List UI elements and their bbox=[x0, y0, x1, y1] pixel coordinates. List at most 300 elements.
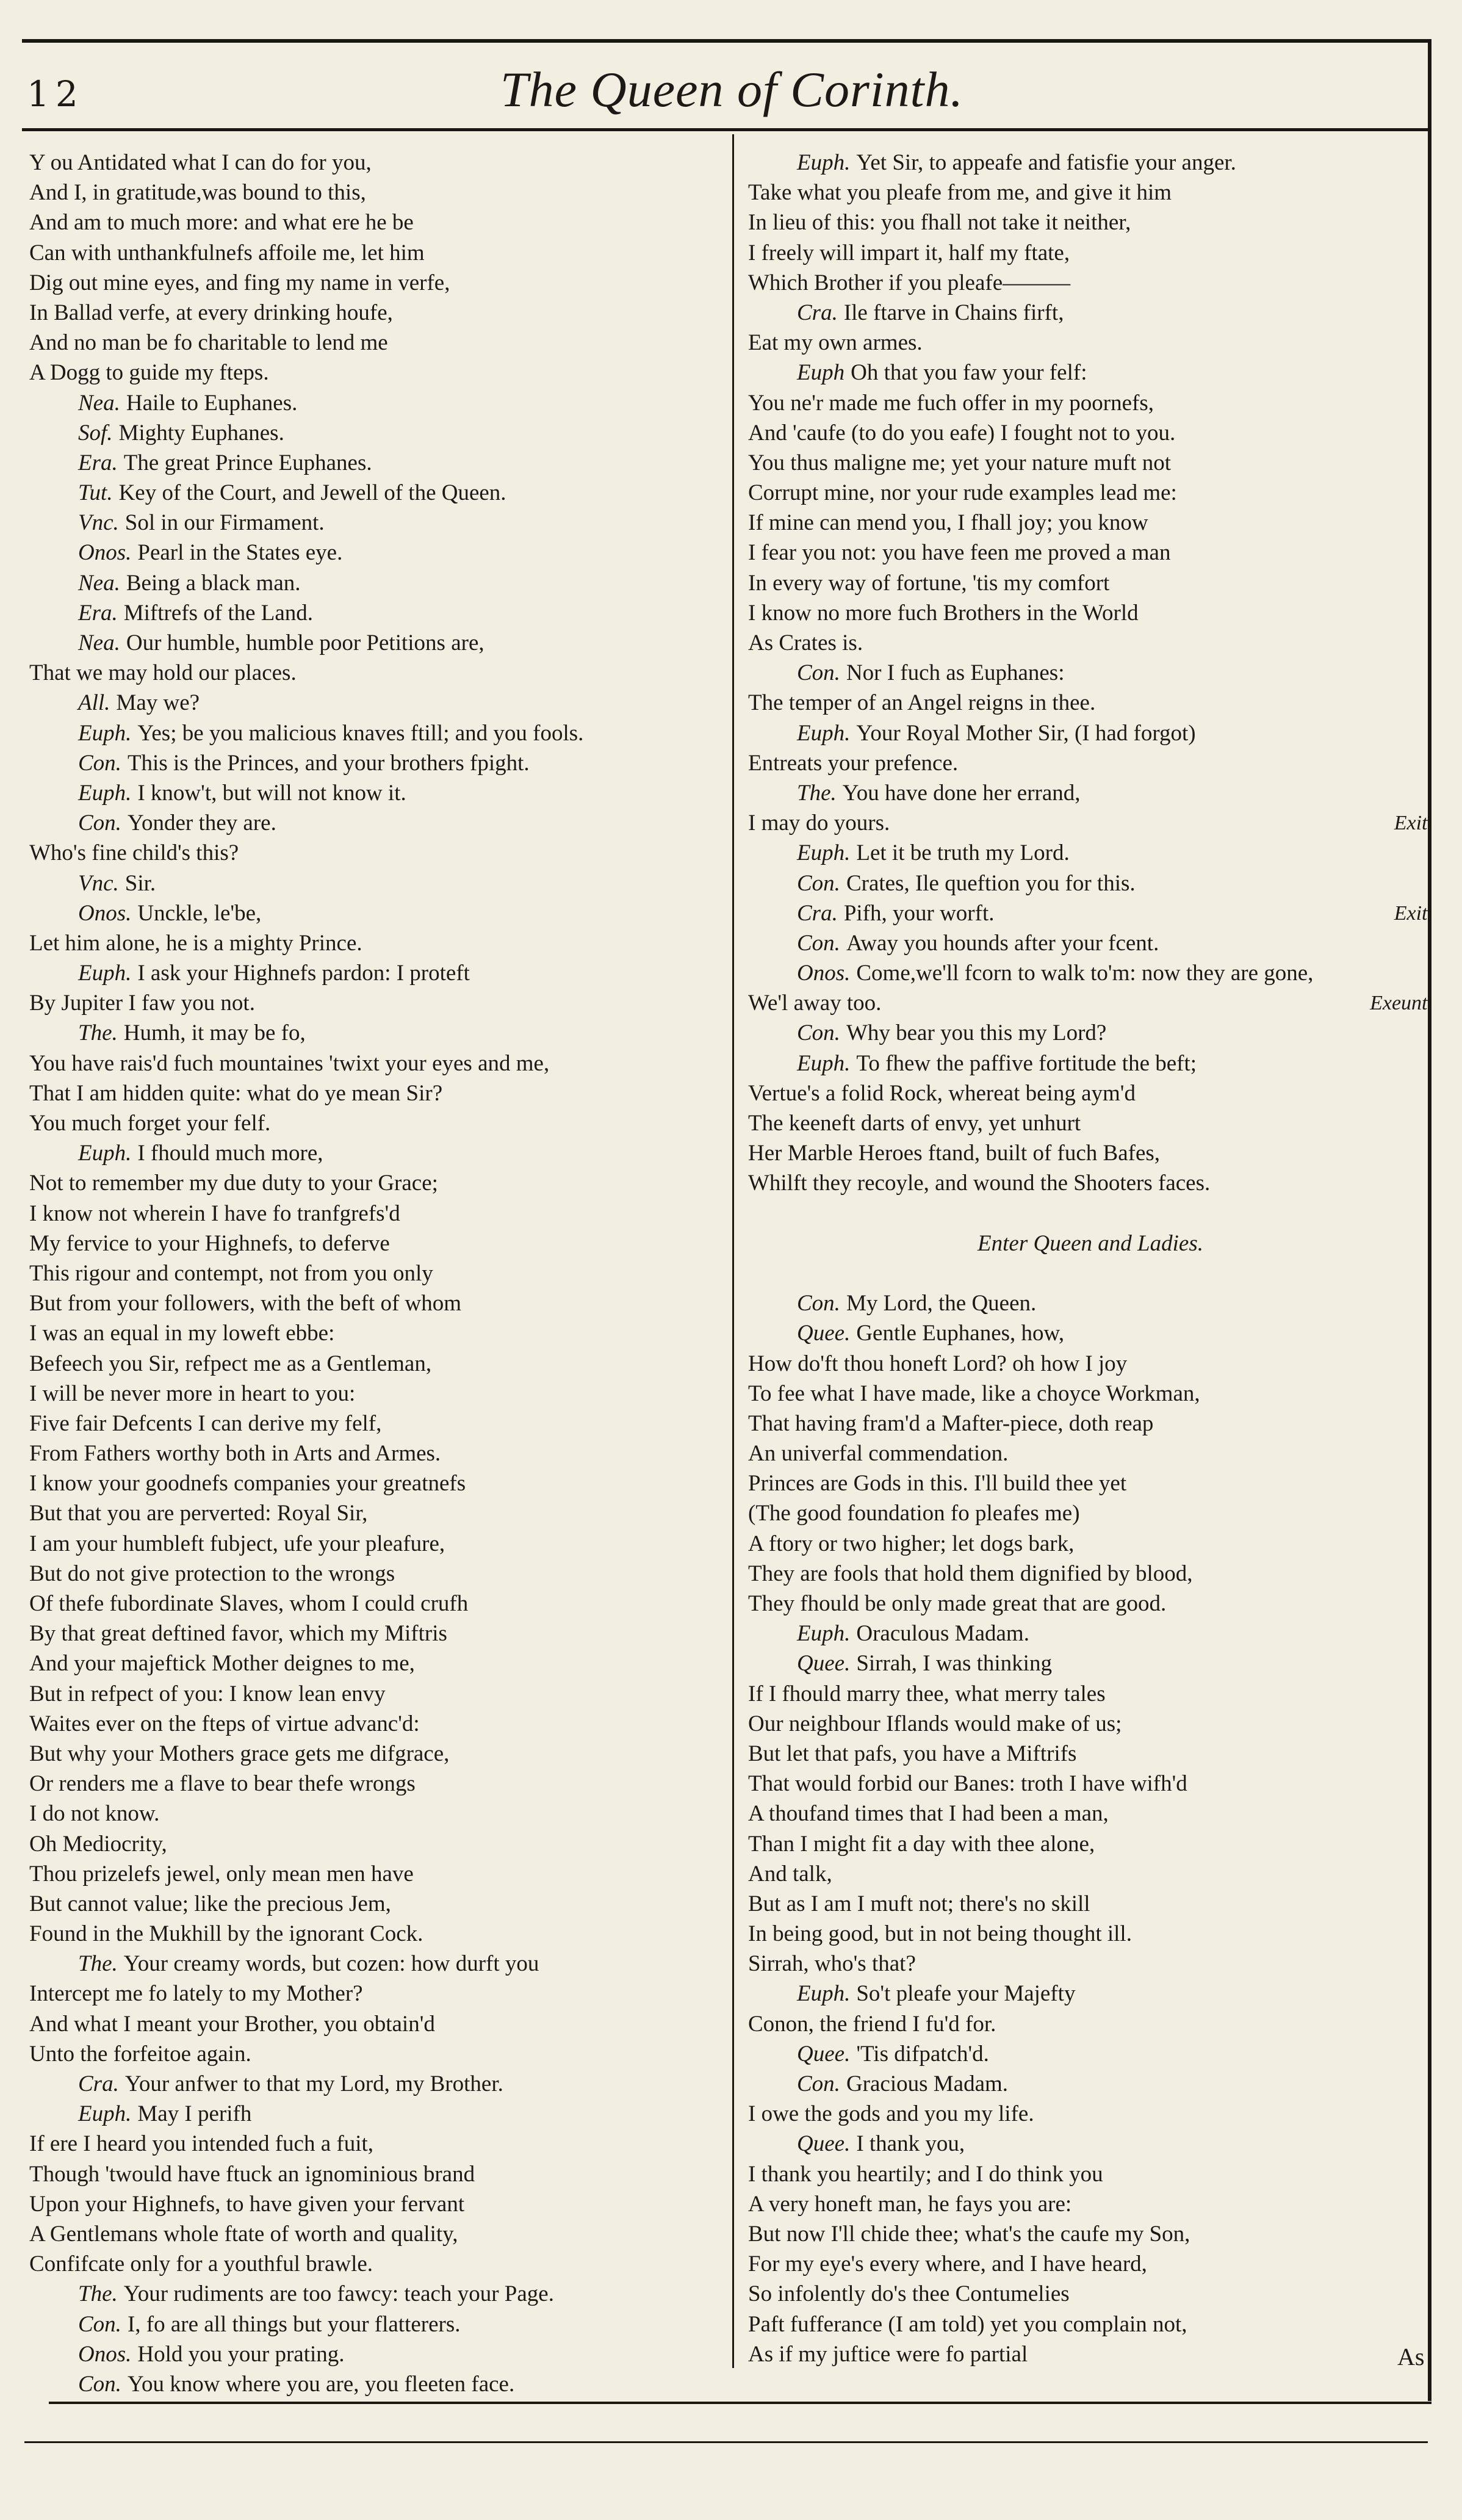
verse-line bbox=[748, 1949, 1433, 1979]
verse-line bbox=[748, 1889, 1433, 1919]
verse-line bbox=[748, 178, 1433, 208]
speaker-prefix: Onos. bbox=[797, 961, 851, 986]
speaker-prefix: Tut. bbox=[78, 480, 113, 506]
verse-line bbox=[748, 478, 1433, 508]
speaker-prefix: Con. bbox=[797, 870, 840, 896]
line-text: This rigour and contempt, not from you only bbox=[29, 1260, 433, 1286]
speaker-prefix: Con. bbox=[78, 750, 121, 776]
speaker-prefix: Quee. bbox=[797, 2131, 851, 2157]
stage-direction: Exeunt. bbox=[1370, 992, 1433, 1015]
speaker-prefix: Euph. bbox=[797, 1050, 851, 1076]
line-text: You thus maligne me; yet your nature muft not bbox=[748, 450, 1171, 475]
verse-line bbox=[748, 1769, 1433, 1799]
speaker-prefix: The. bbox=[78, 1951, 118, 1977]
line-text: The keeneft darts of envy, yet unhurt bbox=[748, 1111, 1081, 1136]
speaker-prefix: Nea. bbox=[78, 630, 120, 655]
speaker-prefix: Euph. bbox=[797, 840, 851, 866]
speaker-prefix: Vnc. bbox=[78, 870, 119, 896]
verse-line bbox=[29, 1199, 719, 1229]
line-text: And what I meant your Brother, you obtain'd bbox=[29, 2011, 435, 2037]
line-text: Crates, Ile queftion you for this. bbox=[846, 870, 1136, 896]
line-text: Why bear you this my Lord? bbox=[846, 1020, 1107, 1046]
line-text: For my eye's every where, and I have heard, bbox=[748, 2251, 1147, 2277]
line-text: Haile to Euphanes. bbox=[126, 390, 298, 416]
verse-line bbox=[748, 2129, 1433, 2159]
verse-line bbox=[748, 2009, 1433, 2039]
line-text: To fhew the paffive fortitude the beft; bbox=[856, 1050, 1197, 1076]
verse-line bbox=[29, 2279, 719, 2309]
line-text: You much forget your felf. bbox=[29, 1111, 271, 1136]
line-text: I am your humbleft fubject, ufe your pleafure, bbox=[29, 1531, 445, 1556]
speaker-prefix: The. bbox=[797, 780, 837, 806]
verse-line bbox=[29, 268, 719, 298]
verse-line bbox=[29, 658, 719, 688]
top-border-rule bbox=[22, 39, 1431, 43]
verse-line bbox=[748, 298, 1433, 328]
line-text: I know not wherein I have fo tranfgrefs'd bbox=[29, 1200, 400, 1226]
verse-line bbox=[748, 268, 1433, 298]
header-rule bbox=[22, 128, 1431, 131]
line-text: I owe the gods and you my life. bbox=[748, 2101, 1034, 2127]
speaker-prefix: Euph. bbox=[78, 780, 132, 806]
line-text: They fhould be only made great that are good. bbox=[748, 1591, 1167, 1616]
speaker-prefix: Con. bbox=[78, 2371, 121, 2397]
verse-line bbox=[748, 898, 1433, 928]
verse-line bbox=[748, 808, 1433, 838]
verse-line bbox=[748, 1258, 1433, 1288]
verse-line bbox=[748, 928, 1433, 958]
line-text: If mine can mend you, I fhall joy; you know bbox=[748, 510, 1148, 536]
line-text: That would forbid our Banes: troth I have wifh'd bbox=[748, 1771, 1187, 1797]
verse-line bbox=[29, 1739, 719, 1769]
line-text: In being good, but in not being thought ill. bbox=[748, 1921, 1132, 1947]
verse-line bbox=[748, 1199, 1433, 1229]
line-text: Sirrah, who's that? bbox=[748, 1951, 916, 1977]
verse-line bbox=[748, 1979, 1433, 2009]
verse-line bbox=[748, 688, 1433, 718]
verse-line bbox=[29, 778, 719, 808]
verse-line bbox=[29, 1318, 719, 1348]
speaker-prefix: Con. bbox=[78, 811, 121, 836]
speaker-prefix: Euph. bbox=[78, 2101, 132, 2127]
catchword: As bbox=[1397, 2343, 1425, 2370]
running-head: The Queen of Corinth. bbox=[500, 62, 963, 117]
verse-line bbox=[748, 1709, 1433, 1739]
verse-line bbox=[29, 1379, 719, 1409]
verse-line bbox=[29, 628, 719, 658]
verse-line bbox=[29, 2219, 719, 2249]
verse-line bbox=[29, 538, 719, 568]
line-text: Whilft they recoyle, and wound the Shooters faces. bbox=[748, 1171, 1211, 1196]
verse-line bbox=[748, 1409, 1433, 1439]
line-text: But as I am I muft not; there's no skill bbox=[748, 1891, 1090, 1916]
verse-line bbox=[748, 988, 1433, 1018]
verse-line bbox=[748, 2219, 1433, 2249]
line-text: Of thefe fubordinate Slaves, whom I could crufh bbox=[29, 1591, 469, 1616]
verse-line bbox=[748, 658, 1433, 688]
verse-line bbox=[29, 1648, 719, 1678]
line-text: We'l away too. bbox=[748, 991, 882, 1016]
verse-line bbox=[29, 2339, 719, 2369]
verse-line bbox=[748, 208, 1433, 237]
verse-line bbox=[748, 2309, 1433, 2339]
line-text: And talk, bbox=[748, 1861, 832, 1886]
verse-line bbox=[748, 148, 1433, 178]
verse-line bbox=[29, 1619, 719, 1648]
speaker-prefix: Onos. bbox=[78, 540, 132, 566]
line-text: I will be never more in heart to you: bbox=[29, 1381, 356, 1406]
line-text: The great Prince Euphanes. bbox=[123, 450, 372, 475]
verse-line bbox=[748, 1529, 1433, 1559]
line-text: A thoufand times that I had been a man, bbox=[748, 1801, 1109, 1827]
column-divider bbox=[732, 134, 734, 2368]
verse-line bbox=[29, 478, 719, 508]
verse-line bbox=[29, 2129, 719, 2159]
verse-line bbox=[748, 1829, 1433, 1859]
verse-line bbox=[29, 2159, 719, 2189]
speaker-prefix: Euph bbox=[797, 360, 845, 386]
verse-line bbox=[748, 748, 1433, 778]
verse-line bbox=[29, 1288, 719, 1318]
line-text: Or renders me a flave to bear thefe wrongs bbox=[29, 1771, 416, 1797]
line-text: Our neighbour Iflands would make of us; bbox=[748, 1711, 1122, 1736]
line-text: Your anfwer to that my Lord, my Brother. bbox=[124, 2071, 503, 2096]
verse-line bbox=[748, 2279, 1433, 2309]
line-text: But from your followers, with the beft of whom bbox=[29, 1291, 462, 1316]
line-text: And no man be fo charitable to lend me bbox=[29, 330, 388, 356]
line-text: Pifh, your worft. bbox=[843, 900, 995, 926]
line-text: A ftory or two higher; let dogs bark, bbox=[748, 1531, 1075, 1556]
verse-line bbox=[29, 1498, 719, 1528]
line-text: Than I might fit a day with thee alone, bbox=[748, 1831, 1095, 1857]
line-text: Befeech you Sir, refpect me as a Gentleman, bbox=[29, 1351, 432, 1376]
line-text: You have rais'd fuch mountaines 'twixt your eyes and me, bbox=[29, 1050, 550, 1076]
verse-line bbox=[748, 358, 1433, 388]
verse-line bbox=[29, 1349, 719, 1379]
line-text: Miftrefs of the Land. bbox=[123, 600, 314, 626]
line-text: Away you hounds after your fcent. bbox=[846, 930, 1159, 956]
line-text: I fhould much more, bbox=[137, 1141, 323, 1166]
verse-line bbox=[748, 1349, 1433, 1379]
verse-line bbox=[29, 718, 719, 748]
line-text: Humh, it may be fo, bbox=[123, 1020, 306, 1046]
verse-line bbox=[29, 958, 719, 988]
line-text: I fear you not: you have feen me proved a man bbox=[748, 540, 1171, 566]
line-text: You have done her errand, bbox=[842, 780, 1081, 806]
line-text: You know where you are, you fleeten face. bbox=[127, 2371, 515, 2397]
line-text: I freely will impart it, half my ftate, bbox=[748, 240, 1070, 265]
line-text: Oh that you faw your felf: bbox=[851, 360, 1087, 386]
verse-line bbox=[748, 778, 1433, 808]
verse-line bbox=[748, 1739, 1433, 1769]
bottom-rule-lower bbox=[24, 2441, 1428, 2443]
line-text: Yes; be you malicious knaves ftill; and you fools. bbox=[137, 720, 584, 746]
line-text: I thank you heartily; and I do think you bbox=[748, 2161, 1103, 2187]
line-text: So't pleafe your Majefty bbox=[856, 1981, 1076, 2007]
line-text: And 'caufe (to do you eafe) I fought not to you. bbox=[748, 420, 1176, 446]
line-text: Yonder they are. bbox=[127, 811, 276, 836]
speaker-prefix: Con. bbox=[78, 2311, 121, 2337]
verse-line bbox=[748, 958, 1433, 988]
speaker-prefix: Onos. bbox=[78, 2341, 132, 2367]
line-text: But now I'll chide thee; what's the caufe my Son, bbox=[748, 2221, 1190, 2247]
speaker-prefix: Nea. bbox=[78, 570, 120, 596]
line-text: Your creamy words, but cozen: how durft you bbox=[123, 1951, 539, 1977]
line-text: My Lord, the Queen. bbox=[846, 1291, 1037, 1316]
verse-line bbox=[748, 1078, 1433, 1108]
verse-line bbox=[29, 1468, 719, 1498]
verse-line bbox=[748, 1108, 1433, 1138]
line-text: Key of the Court, and Jewell of the Queen. bbox=[118, 480, 506, 506]
line-text: Your rudiments are too fawcy: teach your Page. bbox=[123, 2281, 554, 2307]
verse-line bbox=[29, 1919, 719, 1949]
speaker-prefix: Quee. bbox=[797, 1321, 851, 1346]
line-text: Intercept me fo lately to my Mother? bbox=[29, 1981, 363, 2007]
line-text: I may do yours. bbox=[748, 811, 890, 836]
speaker-prefix: Era. bbox=[78, 600, 118, 626]
verse-line bbox=[29, 2009, 719, 2039]
verse-line bbox=[748, 388, 1433, 418]
line-text: Oraculous Madam. bbox=[856, 1621, 1029, 1647]
verse-line bbox=[748, 2249, 1433, 2279]
verse-line bbox=[29, 1709, 719, 1739]
line-text: Gentle Euphanes, how, bbox=[856, 1321, 1065, 1346]
verse-line bbox=[748, 1439, 1433, 1468]
line-text: Conon, the friend I fu'd for. bbox=[748, 2011, 996, 2037]
speaker-prefix: Quee. bbox=[797, 1651, 851, 1677]
line-text: Vertue's a folid Rock, whereat being aym'd bbox=[748, 1080, 1136, 1106]
line-text: Pearl in the States eye. bbox=[137, 540, 343, 566]
verse-line bbox=[29, 2189, 719, 2219]
speaker-prefix: Cra. bbox=[797, 300, 838, 325]
speaker-prefix: Con. bbox=[797, 1291, 840, 1316]
line-text: I know your goodnefs companies your greatnefs bbox=[29, 1471, 466, 1496]
verse-line bbox=[748, 2099, 1433, 2129]
verse-line bbox=[29, 2309, 719, 2339]
verse-line bbox=[748, 868, 1433, 898]
verse-line bbox=[748, 448, 1433, 478]
verse-line bbox=[748, 568, 1433, 598]
verse-line bbox=[29, 508, 719, 538]
verse-line bbox=[748, 1018, 1433, 1048]
speaker-prefix: Euph. bbox=[797, 1621, 851, 1647]
verse-line bbox=[748, 538, 1433, 568]
line-text: Found in the Mukhill by the ignorant Cock. bbox=[29, 1921, 423, 1947]
line-text: In lieu of this: you fhall not take it neither, bbox=[748, 210, 1131, 236]
verse-line bbox=[748, 1288, 1433, 1318]
line-text: Yet Sir, to appeafe and fatisfie your anger. bbox=[856, 150, 1236, 175]
line-text: But that you are perverted: Royal Sir, bbox=[29, 1501, 368, 1526]
verse-line bbox=[748, 418, 1433, 448]
line-text: Who's fine child's this? bbox=[29, 840, 239, 866]
line-text: I was an equal in my loweft ebbe: bbox=[29, 1321, 335, 1346]
verse-line bbox=[29, 238, 719, 268]
verse-line bbox=[748, 1589, 1433, 1619]
verse-line bbox=[29, 1049, 719, 1078]
line-text: That having fram'd a Mafter-piece, doth reap bbox=[748, 1410, 1154, 1436]
verse-line bbox=[29, 388, 719, 418]
verse-line bbox=[29, 1138, 719, 1168]
verse-line bbox=[29, 2369, 719, 2399]
line-text: Let it be truth my Lord. bbox=[856, 840, 1070, 866]
line-text: An univerfal commendation. bbox=[748, 1441, 1009, 1467]
verse-line bbox=[748, 1468, 1433, 1498]
speaker-prefix: Sof. bbox=[78, 420, 113, 446]
stage-direction: Exit. bbox=[1394, 901, 1433, 925]
line-text: That I am hidden quite: what do ye mean Sir? bbox=[29, 1080, 443, 1106]
right-column bbox=[748, 148, 1433, 2369]
line-text: By that great deftined favor, which my Miftris bbox=[29, 1621, 447, 1647]
line-text: I know no more fuch Brothers in the World bbox=[748, 600, 1139, 626]
line-text: To fee what I have made, like a choyce Workman, bbox=[748, 1381, 1200, 1406]
verse-line bbox=[29, 1439, 719, 1468]
verse-line bbox=[29, 148, 719, 178]
verse-line bbox=[748, 628, 1433, 658]
speaker-prefix: Quee. bbox=[797, 2041, 851, 2067]
speaker-prefix: The. bbox=[78, 2281, 118, 2307]
line-text: Sirrah, I was thinking bbox=[856, 1651, 1052, 1677]
line-text: Let him alone, he is a mighty Prince. bbox=[29, 930, 362, 956]
left-column bbox=[29, 148, 719, 2399]
line-text: But why your Mothers grace gets me difgrace, bbox=[29, 1741, 450, 1766]
verse-line bbox=[748, 1859, 1433, 1889]
verse-line bbox=[29, 1529, 719, 1559]
line-text: Unto the forfeitoe again. bbox=[29, 2041, 251, 2067]
line-text: And am to much more: and what ere he be bbox=[29, 210, 414, 236]
line-text: Entreats your prefence. bbox=[748, 750, 959, 776]
verse-line bbox=[748, 1799, 1433, 1829]
line-text: Oh Mediocrity, bbox=[29, 1831, 167, 1857]
line-text: How do'ft thou honeft Lord? oh how I joy bbox=[748, 1351, 1128, 1376]
line-text: Being a black man. bbox=[126, 570, 301, 596]
verse-line bbox=[748, 1379, 1433, 1409]
line-text: Y ou Antidated what I can do for you, bbox=[29, 150, 372, 175]
speaker-prefix: Con. bbox=[797, 660, 840, 686]
line-text: And I, in gratitude,was bound to this, bbox=[29, 180, 366, 206]
verse-line bbox=[29, 1979, 719, 2009]
speaker-prefix: Con. bbox=[797, 930, 840, 956]
speaker-prefix: Euph. bbox=[78, 720, 132, 746]
bottom-rule bbox=[49, 2402, 1431, 2404]
line-text: That we may hold our places. bbox=[29, 660, 297, 686]
verse-line bbox=[29, 1018, 719, 1048]
line-text: Your Royal Mother Sir, (I had forgot) bbox=[856, 720, 1196, 746]
line-text: Our humble, humble poor Petitions are, bbox=[126, 630, 484, 655]
line-text: And your majeftick Mother deignes to me, bbox=[29, 1651, 415, 1677]
speaker-prefix: Euph. bbox=[78, 1141, 132, 1166]
line-text: Can with unthankfulnefs affoile me, let him bbox=[29, 240, 425, 265]
line-text: Corrupt mine, nor your rude examples lead me: bbox=[748, 480, 1177, 506]
speaker-prefix: Euph. bbox=[78, 961, 132, 986]
verse-line bbox=[748, 1168, 1433, 1198]
verse-line bbox=[29, 2039, 719, 2069]
verse-line bbox=[748, 2159, 1433, 2189]
verse-line bbox=[748, 718, 1433, 748]
verse-line bbox=[29, 1589, 719, 1619]
speaker-prefix: Con. bbox=[797, 1020, 840, 1046]
line-text: I ask your Highnefs pardon: I proteft bbox=[137, 961, 470, 986]
line-text: If I fhould marry thee, what merry tales bbox=[748, 1681, 1106, 1706]
verse-line bbox=[29, 328, 719, 358]
verse-line bbox=[748, 838, 1433, 868]
line-text: You ne'r made me fuch offer in my poornefs, bbox=[748, 390, 1154, 416]
line-text: A very honeft man, he fays you are: bbox=[748, 2191, 1072, 2217]
verse-line bbox=[748, 598, 1433, 628]
line-text: As if my juftice were fo partial bbox=[748, 2341, 1028, 2367]
line-text: Eat my own armes. bbox=[748, 330, 923, 356]
speaker-prefix: Vnc. bbox=[78, 510, 119, 536]
speaker-prefix: All. bbox=[78, 690, 110, 716]
line-text: Mighty Euphanes. bbox=[118, 420, 284, 446]
verse-line bbox=[29, 208, 719, 237]
speaker-prefix: Onos. bbox=[78, 900, 132, 926]
line-text: But let that pafs, you have a Miftrifs bbox=[748, 1741, 1077, 1766]
speaker-prefix: Euph. bbox=[797, 720, 851, 746]
verse-line bbox=[29, 688, 719, 718]
verse-line bbox=[748, 1498, 1433, 1528]
verse-line bbox=[748, 2189, 1433, 2219]
stage-direction: Exit. bbox=[1394, 812, 1433, 835]
line-text: Upon your Highnefs, to have given your fervant bbox=[29, 2191, 465, 2217]
line-text: My fervice to your Highnefs, to deferve bbox=[29, 1230, 390, 1256]
line-text: Dig out mine eyes, and fing my name in verfe, bbox=[29, 270, 450, 295]
speaker-prefix: Nea. bbox=[78, 390, 120, 416]
line-text: In every way of fortune, 'tis my comfort bbox=[748, 570, 1110, 596]
verse-line bbox=[748, 328, 1433, 358]
verse-line bbox=[29, 1799, 719, 1829]
speaker-prefix: The. bbox=[78, 1020, 118, 1046]
verse-line bbox=[29, 838, 719, 868]
verse-line bbox=[29, 898, 719, 928]
line-text: Her Marble Heroes ftand, built of fuch Bafes, bbox=[748, 1141, 1161, 1166]
speaker-prefix: Con. bbox=[797, 2071, 840, 2096]
line-text: Gracious Madam. bbox=[846, 2071, 1009, 2096]
line-text: As Crates is. bbox=[748, 630, 863, 655]
verse-line bbox=[29, 1168, 719, 1198]
verse-line bbox=[748, 1049, 1433, 1078]
verse-line bbox=[748, 1648, 1433, 1678]
line-text: Princes are Gods in this. I'll build thee yet bbox=[748, 1471, 1127, 1496]
line-text: Paft fufferance (I am told) yet you complain not, bbox=[748, 2311, 1187, 2337]
line-text: This is the Princes, and your brothers fpight. bbox=[127, 750, 530, 776]
speaker-prefix: Era. bbox=[78, 450, 118, 475]
line-text: May we? bbox=[116, 690, 200, 716]
speaker-prefix: Cra. bbox=[78, 2071, 119, 2096]
line-text: May I perifh bbox=[137, 2101, 252, 2127]
line-text: 'Tis difpatch'd. bbox=[856, 2041, 989, 2067]
verse-line bbox=[748, 2339, 1433, 2369]
line-text: Which Brother if you pleafe——— bbox=[748, 270, 1071, 295]
line-text: So infolently do's thee Contumelies bbox=[748, 2281, 1070, 2307]
verse-line bbox=[29, 1859, 719, 1889]
verse-line bbox=[748, 2039, 1433, 2069]
verse-line bbox=[29, 1078, 719, 1108]
speaker-prefix: Euph. bbox=[797, 1981, 851, 2007]
verse-line bbox=[29, 1679, 719, 1709]
line-text: They are fools that hold them dignified by blood, bbox=[748, 1561, 1193, 1586]
line-text: Five fair Defcents I can derive my felf, bbox=[29, 1410, 382, 1436]
verse-line bbox=[748, 238, 1433, 268]
line-text: Ile ftarve in Chains firft, bbox=[843, 300, 1064, 325]
line-text: Waites ever on the fteps of virtue advanc'd: bbox=[29, 1711, 420, 1736]
line-text: By Jupiter I faw you not. bbox=[29, 991, 255, 1016]
verse-line bbox=[29, 598, 719, 628]
line-text: But cannot value; like the precious Jem, bbox=[29, 1891, 391, 1916]
verse-line bbox=[748, 1679, 1433, 1709]
line-text: Not to remember my due duty to your Grace; bbox=[29, 1171, 438, 1196]
verse-line bbox=[29, 808, 719, 838]
verse-line bbox=[29, 418, 719, 448]
